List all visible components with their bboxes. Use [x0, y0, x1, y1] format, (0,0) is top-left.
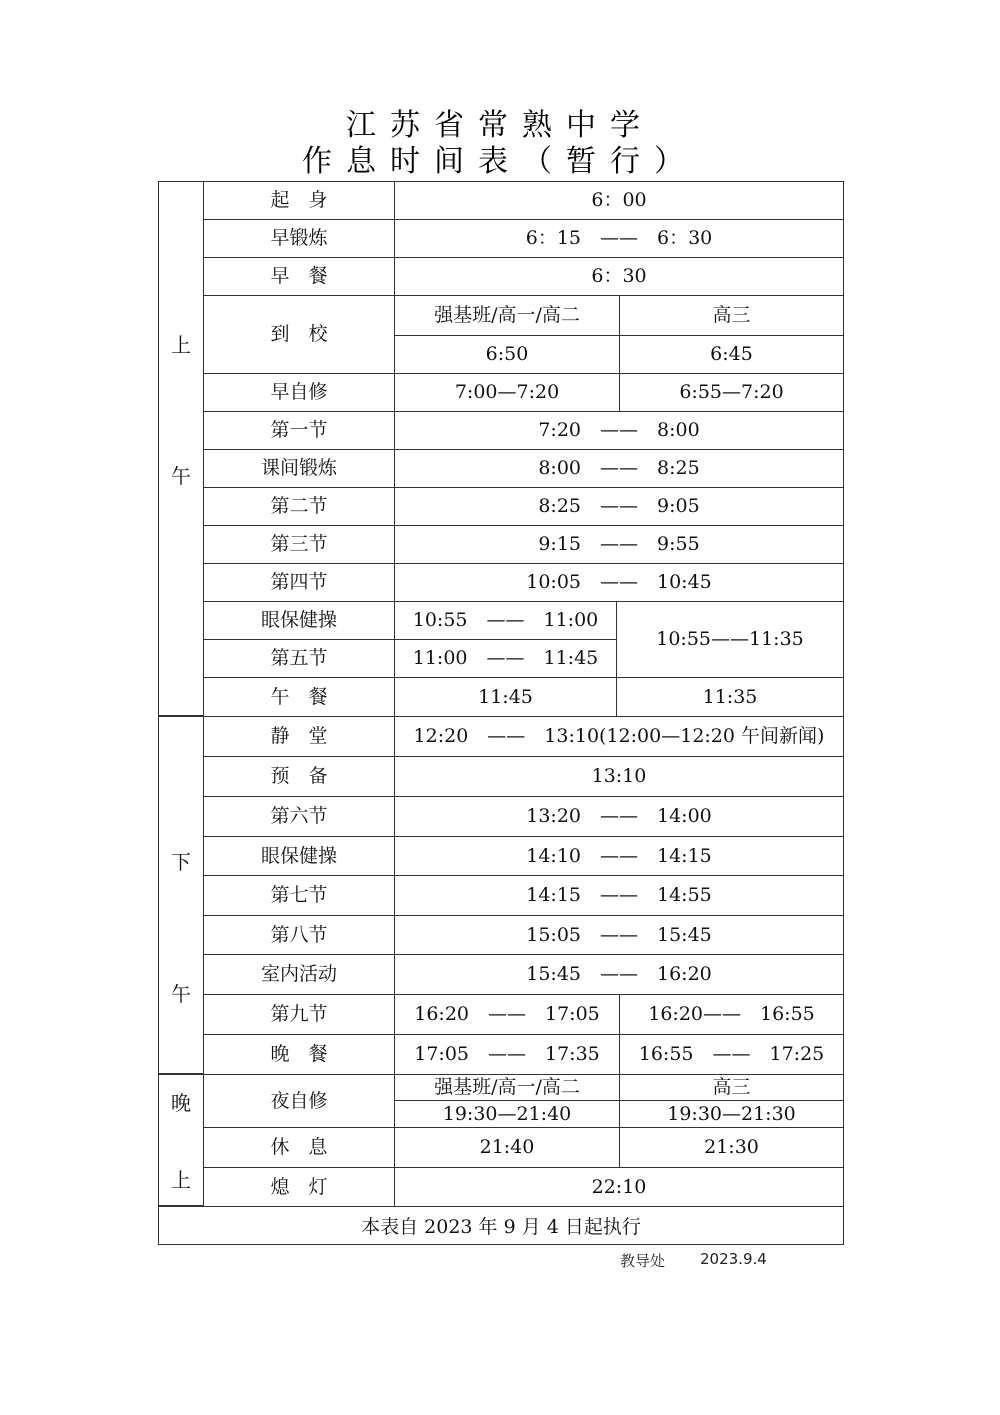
row-pm-eye-time: 14:10 —— 14:15 — [394, 836, 844, 876]
row-selfstudy-label: 早自修 — [203, 373, 395, 412]
row-prep-time: 13:10 — [394, 756, 844, 797]
row-dinner-label: 晚 餐 — [203, 1034, 395, 1075]
effective-date-note: 本表自 2023 年 9 月 4 日起执行 — [158, 1206, 844, 1245]
row-exercise-label: 早锻炼 — [203, 219, 395, 258]
row-prep-label: 预 备 — [203, 756, 395, 797]
row-lunch-time-a: 11:45 — [394, 677, 617, 717]
row-night-study-time-a: 19:30—21:40 — [394, 1100, 620, 1128]
row-p2-label: 第二节 — [203, 487, 395, 526]
row-selfstudy-time-a: 7:00—7:20 — [394, 373, 620, 412]
row-arrive-group-a: 强基班/高一/高二 — [394, 295, 620, 336]
row-p8-label: 第八节 — [203, 915, 395, 955]
row-break-exercise-label: 课间锻炼 — [203, 449, 395, 488]
row-wake-label: 起 身 — [203, 181, 395, 220]
section-afternoon-char-2: 午 — [171, 982, 191, 1006]
row-p9-label: 第九节 — [203, 994, 395, 1035]
row-exercise-time: 6：15 —— 6：30 — [394, 219, 844, 258]
row-wake-time: 6：00 — [394, 181, 844, 220]
row-p1-time: 7:20 —— 8:00 — [394, 411, 844, 450]
row-arrive-label: 到 校 — [203, 295, 395, 374]
row-lights-out-label: 熄 灯 — [203, 1167, 395, 1207]
row-p2-time: 8:25 —— 9:05 — [394, 487, 844, 526]
row-eye-label: 眼保健操 — [203, 601, 395, 640]
section-afternoon-char-1: 下 — [171, 850, 191, 874]
row-quiet-time: 12:20 —— 13:10(12:00—12:20 午间新闻) — [394, 716, 844, 757]
school-name: 江苏省常熟中学 — [346, 108, 654, 143]
row-p9-time-a: 16:20 —— 17:05 — [394, 994, 620, 1035]
row-night-study-group-b: 高三 — [619, 1074, 844, 1101]
issuing-department: 教导处 — [620, 1252, 666, 1270]
row-pm-eye-label: 眼保健操 — [203, 836, 395, 876]
row-night-study-group-a: 强基班/高一/高二 — [394, 1074, 620, 1101]
row-rest-time-b: 21:30 — [619, 1127, 844, 1168]
page-title: 作息时间表（暂行） — [302, 144, 698, 179]
row-p7-time: 14:15 —— 14:55 — [394, 875, 844, 916]
row-dinner-time-a: 17:05 —— 17:35 — [394, 1034, 620, 1075]
row-p6-time: 13:20 —— 14:00 — [394, 796, 844, 837]
row-night-study-label: 夜自修 — [203, 1074, 395, 1128]
row-p3-label: 第三节 — [203, 525, 395, 564]
row-arrive-time-b: 6:45 — [619, 335, 844, 374]
row-breakfast-time: 6：30 — [394, 257, 844, 296]
row-lunch-label: 午 餐 — [203, 677, 395, 717]
row-lights-out-time: 22:10 — [394, 1167, 844, 1207]
row-p4-label: 第四节 — [203, 563, 395, 602]
row-indoor-label: 室内活动 — [203, 954, 395, 995]
section-evening-char-1: 晚 — [171, 1091, 191, 1115]
row-rest-label: 休 息 — [203, 1127, 395, 1168]
section-morning — [158, 181, 204, 716]
row-eye-time-a: 10:55 —— 11:00 — [394, 601, 617, 640]
row-p8-time: 15:05 —— 15:45 — [394, 915, 844, 955]
row-p6-label: 第六节 — [203, 796, 395, 837]
row-break-exercise-time: 8:00 —— 8:25 — [394, 449, 844, 488]
section-morning-char-2: 午 — [171, 464, 191, 488]
row-quiet-label: 静 堂 — [203, 716, 395, 757]
row-selfstudy-time-b: 6:55—7:20 — [619, 373, 844, 412]
row-p3-time: 9:15 —— 9:55 — [394, 525, 844, 564]
issue-date: 2023.9.4 — [700, 1250, 767, 1268]
row-p1-label: 第一节 — [203, 411, 395, 450]
row-rest-time-a: 21:40 — [394, 1127, 620, 1168]
row-p5-label: 第五节 — [203, 639, 395, 678]
row-p4-time: 10:05 —— 10:45 — [394, 563, 844, 602]
row-arrive-group-b: 高三 — [619, 295, 844, 336]
section-afternoon — [158, 716, 204, 1074]
row-eye-p5-time-b: 10:55——11:35 — [616, 601, 844, 678]
row-lunch-time-b: 11:35 — [616, 677, 844, 717]
row-dinner-time-b: 16:55 —— 17:25 — [619, 1034, 844, 1075]
section-evening-char-2: 上 — [171, 1168, 191, 1192]
section-evening — [158, 1074, 204, 1206]
row-p5-time-a: 11:00 —— 11:45 — [394, 639, 617, 678]
row-p9-time-b: 16:20—— 16:55 — [619, 994, 844, 1035]
row-indoor-time: 15:45 —— 16:20 — [394, 954, 844, 995]
section-morning-char-1: 上 — [171, 333, 191, 357]
row-night-study-time-b: 19:30—21:30 — [619, 1100, 844, 1128]
row-breakfast-label: 早 餐 — [203, 257, 395, 296]
row-arrive-time-a: 6:50 — [394, 335, 620, 374]
row-p7-label: 第七节 — [203, 875, 395, 916]
